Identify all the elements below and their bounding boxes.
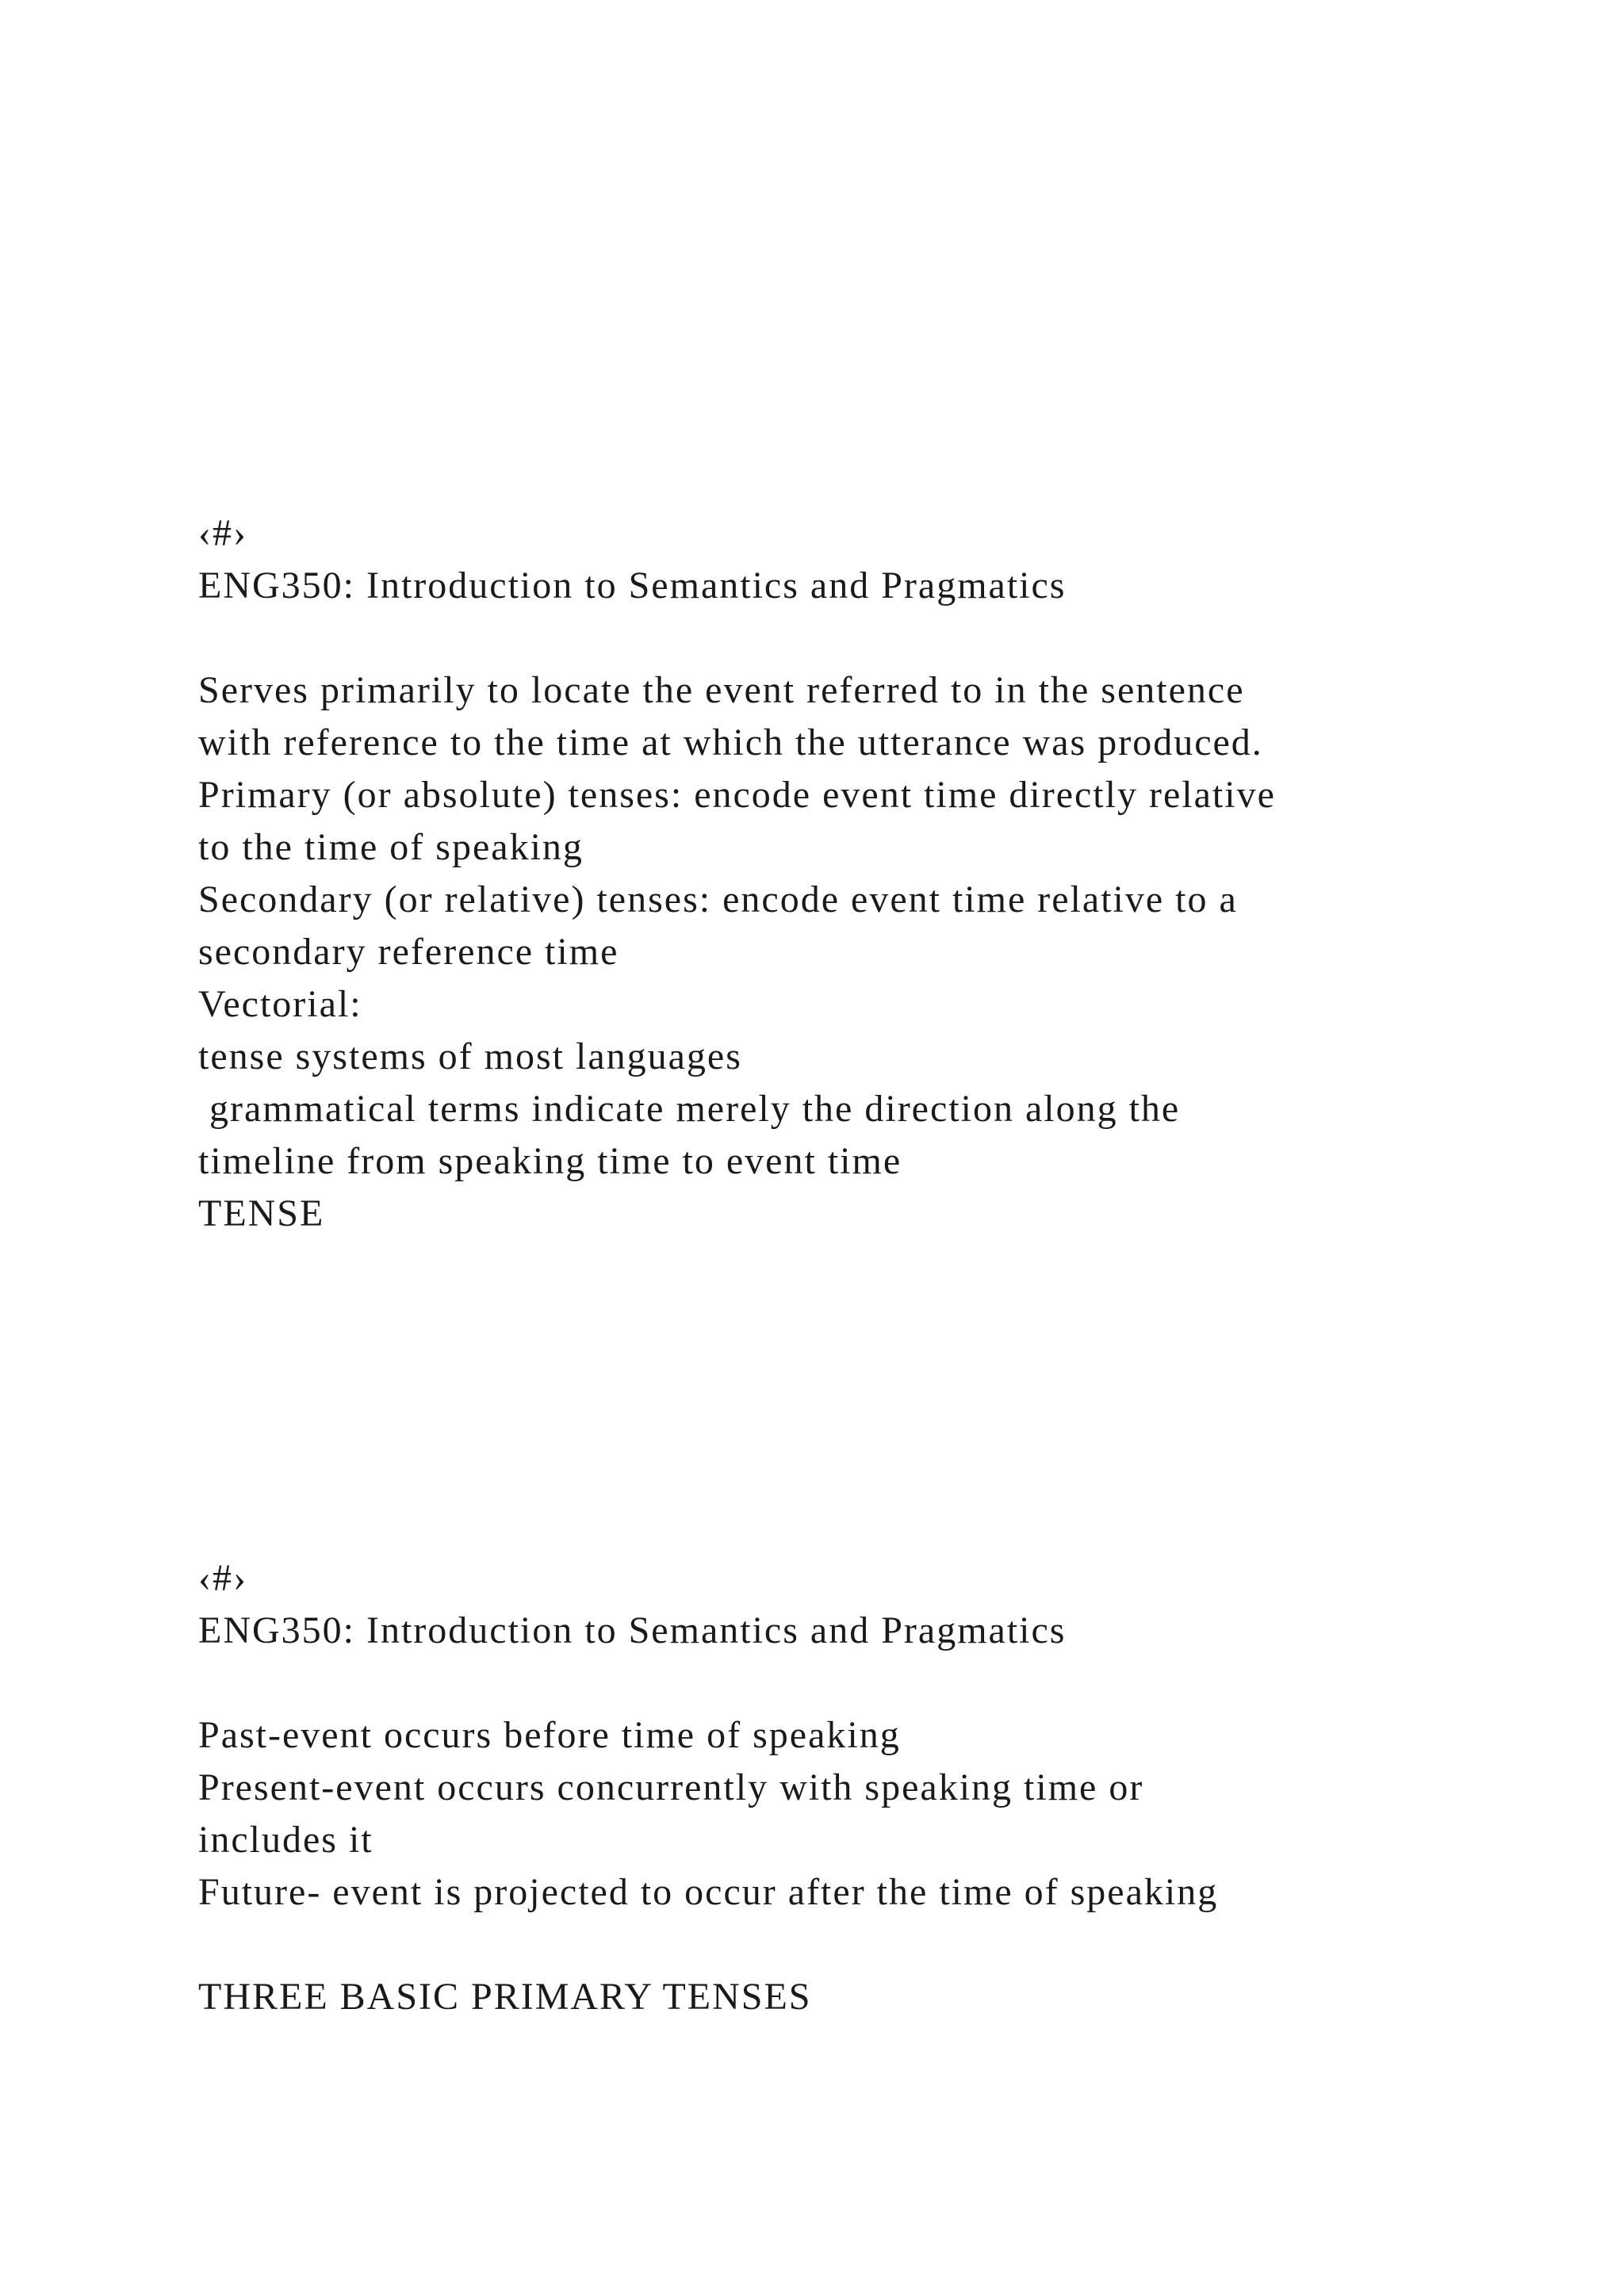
text-line: Past-event occurs before time of speaking	[198, 1714, 901, 1756]
course-title: ENG350: Introduction to Semantics and Pragmatics	[198, 564, 1067, 607]
text-line: to the time of speaking	[198, 826, 584, 868]
text-line: Future- event is projected to occur after the time of speaking	[198, 1871, 1219, 1913]
slide-notes-block-1	[198, 507, 1546, 1240]
course-title: ENG350: Introduction to Semantics and Pragmatics	[198, 1609, 1067, 1651]
text-line: secondary reference time	[198, 931, 619, 973]
text-line: timeline from speaking time to event time	[198, 1140, 902, 1182]
text-line: with reference to the time at which the utterance was produced.	[198, 721, 1263, 763]
slide-number: ‹#›	[198, 512, 247, 554]
text-line: Primary (or absolute) tenses: encode event time directly relative	[198, 774, 1276, 816]
blank-line	[198, 612, 1546, 664]
slide-notes-block-2	[198, 1552, 1546, 2023]
slide-heading: THREE BASIC PRIMARY TENSES	[198, 1976, 812, 2018]
text-line: tense systems of most languages	[198, 1035, 742, 1077]
text-line: Vectorial:	[198, 983, 362, 1025]
blank-line	[198, 1657, 1546, 1709]
text-line: grammatical terms indicate merely the direction along the	[198, 1088, 1181, 1130]
text-line: Serves primarily to locate the event referred to in the sentence	[198, 669, 1245, 711]
text-line: Secondary (or relative) tenses: encode event time relative to a	[198, 878, 1238, 920]
text-line: Present-event occurs concurrently with speaking time or	[198, 1766, 1144, 1808]
text-line: includes it	[198, 1819, 373, 1861]
blank-line	[198, 1919, 1546, 1971]
slide-number: ‹#›	[198, 1557, 247, 1599]
slide-heading: TENSE	[198, 1192, 325, 1234]
